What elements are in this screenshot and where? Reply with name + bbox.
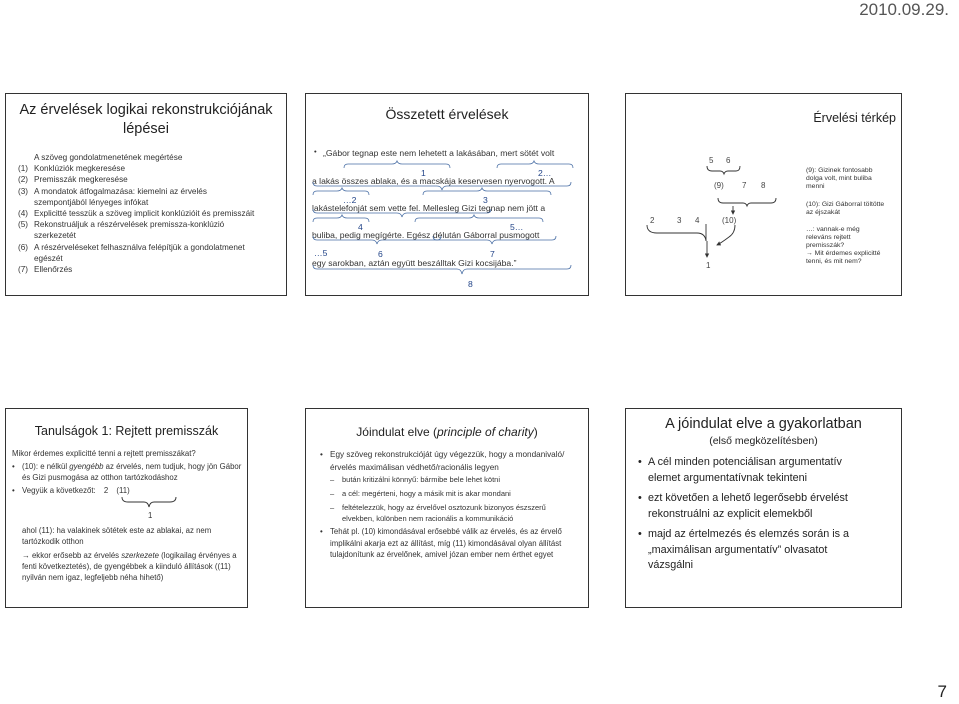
date-header: 2010.09.29. — [859, 0, 949, 19]
step-text: Premisszák megkeresése — [34, 175, 128, 185]
step-number: (4) — [18, 209, 29, 219]
arrow-icon: → — [22, 551, 30, 560]
s5-sub-1: – bután kritizálni könnyű: bármibe bele lehet kötni — [330, 475, 501, 484]
b2-claim-2: 2 — [103, 486, 109, 495]
b2-claim-11: (11) — [116, 486, 130, 495]
step-item — [18, 152, 258, 163]
claim-number-1: 1 — [421, 168, 426, 178]
step-number: (3) — [18, 186, 29, 196]
s6-bullet-text: majd az értelmezés és elemzés során is a „maximálisan argumentatív” olvasatot vázsgálni — [648, 528, 850, 571]
text-line-5: egy sarokban, aztán együtt beszálltak Gizi kocsijába.” — [312, 258, 517, 268]
step-number: (1) — [18, 164, 29, 174]
slide3-title: Érvelési térkép — [813, 111, 896, 125]
step-number: (5) — [18, 220, 29, 230]
text-brackets — [305, 93, 589, 296]
step-text: Konklúziók megkeresése — [34, 164, 126, 174]
text-line-3: lakástelefonját sem vette fel. Mellesleg Gizi tegnap nem jött a — [312, 203, 546, 213]
map-node-6: 6 — [726, 156, 731, 165]
step-text: Explicitté tesszük a szöveg implicit konklúzióit és premisszáit — [34, 209, 255, 219]
step-number — [18, 152, 34, 163]
map-node-8: 8 — [761, 181, 766, 190]
slide2-title: Összetett érvelések — [385, 106, 509, 122]
slide4-body — [12, 448, 244, 583]
s5-bullet-1: • Egy szöveg rekonstrukcióját úgy végezzük, hogy a mondanivaló/érvelés maximálisan védhető/racionális legyen — [320, 449, 565, 474]
bullet-icon: • — [638, 492, 642, 504]
claim-number-5: 5… — [510, 222, 524, 232]
note-hidden-premises: …: vannak-e még releváns rejtett premisszák? — [806, 226, 860, 249]
map-node-7: 7 — [742, 181, 747, 190]
b1-text-a: (10): e nélkül — [22, 462, 70, 471]
bullet-icon: • — [638, 456, 642, 468]
b1-emphasis: gyengébb — [69, 462, 104, 471]
step-item — [18, 219, 258, 241]
s5-s3-text: feltételezzük, hogy az érvelővel osztozunk bizonyos észszerű elvekben, különben nem racionális a kommunikáció — [342, 503, 546, 523]
text-line-2: a lakás összes ablaka, és a macskája keservesen nyervogott. A — [312, 176, 555, 186]
s5-b2-text: Tehát pl. (10) kimondásával erősebbé válik az érvelés, és az érvelő implikálni akarja ezt az állítást, míg (11) kimondásával olyan állítást tulajdonítunk az érvelőnek, amivel józan ember nem érthet egyet — [330, 527, 562, 559]
s6-bullet — [638, 491, 868, 522]
s5-title-a: Jóindulat elve ( — [356, 425, 437, 439]
step-number: (6) — [18, 242, 29, 252]
step-number: (2) — [18, 175, 29, 185]
s5-bullet-2: • Tehát pl. (10) kimondásával erősebbé válik az érvelés, és az érvelő implikálni akarja ezt az állítást, míg (11) kimondásával olyan állítást tulajdonítunk az érvelőnek, amivel józan ember nem érthet egyet — [320, 526, 565, 561]
step-item — [18, 208, 258, 219]
slide4-arrow-note — [12, 550, 244, 583]
arrow-text-a: ekkor erősebb az érvelés — [29, 551, 122, 560]
bullet-icon: • — [638, 528, 642, 540]
step-number: (7) — [18, 265, 29, 275]
step-text: A szöveg gondolatmenetének megértése — [34, 153, 183, 162]
step-item — [18, 163, 258, 174]
claim-number-7: 7 — [490, 249, 495, 259]
arrow-text-b: (logikailag érvényes a fenti következtetés), de gyengébbek a kiinduló állítások ((11) nyilván nem igaz, legfeljebb néha hihető) — [22, 551, 237, 582]
steps-list — [18, 152, 258, 275]
step-item — [18, 264, 258, 275]
slide4-bullet-1: • (10): e nélkül gyengébb az érvelés, nem tudjuk, hogy jön Gábor és Gizi pusmogása az otthon tartózkodáshoz — [12, 462, 242, 482]
claim-number-5b: …5 — [314, 248, 328, 258]
s6-bullet-text: A cél minden potenciálisan argumentatív elemet argumentatívnak tekinteni — [648, 456, 842, 484]
map-node-1: 1 — [706, 261, 711, 270]
map-node-3: 3 — [677, 216, 682, 225]
map-node-5: 5 — [709, 156, 714, 165]
claim-number-4: 4 — [358, 222, 363, 232]
text-line-1: „Gábor tegnap este nem lehetett a lakásában, mert sötét volt — [323, 148, 555, 158]
step-item — [18, 186, 258, 208]
claim-number-6: 6 — [378, 249, 383, 259]
slide6-bullets — [638, 455, 868, 579]
s5-s1-text: bután kritizálni könnyű: bármibe bele lehet kötni — [342, 475, 501, 484]
quote-bullet: • — [314, 147, 317, 156]
note-10: (10): Gizi Gáborral töltötte az éjszakát — [806, 201, 885, 216]
s5-sub-2: – a cél: megérteni, hogy a másik mit is akar mondani — [330, 489, 511, 498]
slide4-bullet-2: • Vegyük a következőt: 2 (11) — [12, 486, 130, 495]
slide4-title: Tanulságok 1: Rejtett premisszák — [34, 424, 219, 438]
arrow-emphasis: szerkezete — [121, 551, 159, 560]
s5-sub-3: – feltételezzük, hogy az érvelővel osztozunk bizonyos észszerű elvekben, különben nem racionális a kommunikáció — [320, 502, 565, 524]
note-9: (9): Gizinek fontosabb dolga volt, mint buliba menni — [806, 167, 873, 190]
note-explicit: → Mit érdemes explicitté tenni, és mit nem? — [806, 250, 881, 265]
b1-text-b: az érvelés, nem tudjuk, hogy jön Gábor és Gizi pusmogása az otthon tartózkodáshoz — [22, 462, 242, 482]
step-text: A mondatok átfogalmazása: kiemelni az érvelés szempontjából lényeges infókat — [34, 186, 207, 207]
map-node-4: 4 — [695, 216, 700, 225]
claim-number-2b: …2 — [343, 195, 357, 205]
map-node-10: (10) — [722, 216, 737, 225]
step-text: Ellenőrzés — [34, 265, 73, 275]
map-node-9: (9) — [714, 181, 724, 190]
slide6-title: A jóindulat elve a gyakorlatban — [665, 416, 862, 432]
slide4-ahol: ahol (11): ha valakinek sötétek este az ablakai, az nem tartózkodik otthon — [22, 526, 212, 546]
b2-claim-1: 1 — [148, 511, 153, 520]
claim-number-2: 2… — [538, 168, 552, 178]
page-number: 7 — [937, 682, 947, 701]
s6-bullet — [638, 455, 868, 486]
slide5-title — [305, 425, 589, 439]
s5-s2-text: a cél: megérteni, hogy a másik mit is akar mondani — [342, 489, 511, 498]
argument-map-arrows — [625, 93, 795, 296]
s6-bullet-text: ezt követően a lehető legerősebb érvelést rekonstruálni az explicit elemekből — [648, 492, 848, 520]
slide6-subtitle: (első megközelítésben) — [709, 435, 818, 447]
claim-number-8: 8 — [468, 279, 473, 289]
s5-title-b: ) — [533, 425, 538, 439]
slide5-body — [320, 449, 565, 561]
slide1-title: Az érvelések logikai rekonstrukciójának lépései — [19, 102, 273, 137]
s5-title-em: principle of charity — [437, 425, 534, 439]
b2-text: Vegyük a következőt: — [22, 486, 96, 495]
step-item — [18, 174, 258, 185]
step-item — [18, 242, 258, 264]
s5-b1-text: Egy szöveg rekonstrukcióját úgy végezzük, hogy a mondanivaló/érvelés maximálisan védhető/racionális legyen — [330, 450, 565, 472]
step-text: A részérveléseket felhasználva felépítjük a gondolatmenet egészét — [34, 242, 245, 263]
step-text: Rekonstruáljuk a részérvelések premissza-konklúzió szerkezetét — [34, 220, 225, 241]
slide4-intro: Mikor érdemes explicitté tenni a rejtett premisszákat? — [12, 449, 196, 458]
s6-bullet — [638, 527, 868, 574]
text-line-4: buliba, pedig megígérte. Egész délután Gáborral pusmogott — [312, 230, 540, 240]
claim-number-3: 3 — [483, 195, 488, 205]
map-node-2: 2 — [650, 216, 655, 225]
